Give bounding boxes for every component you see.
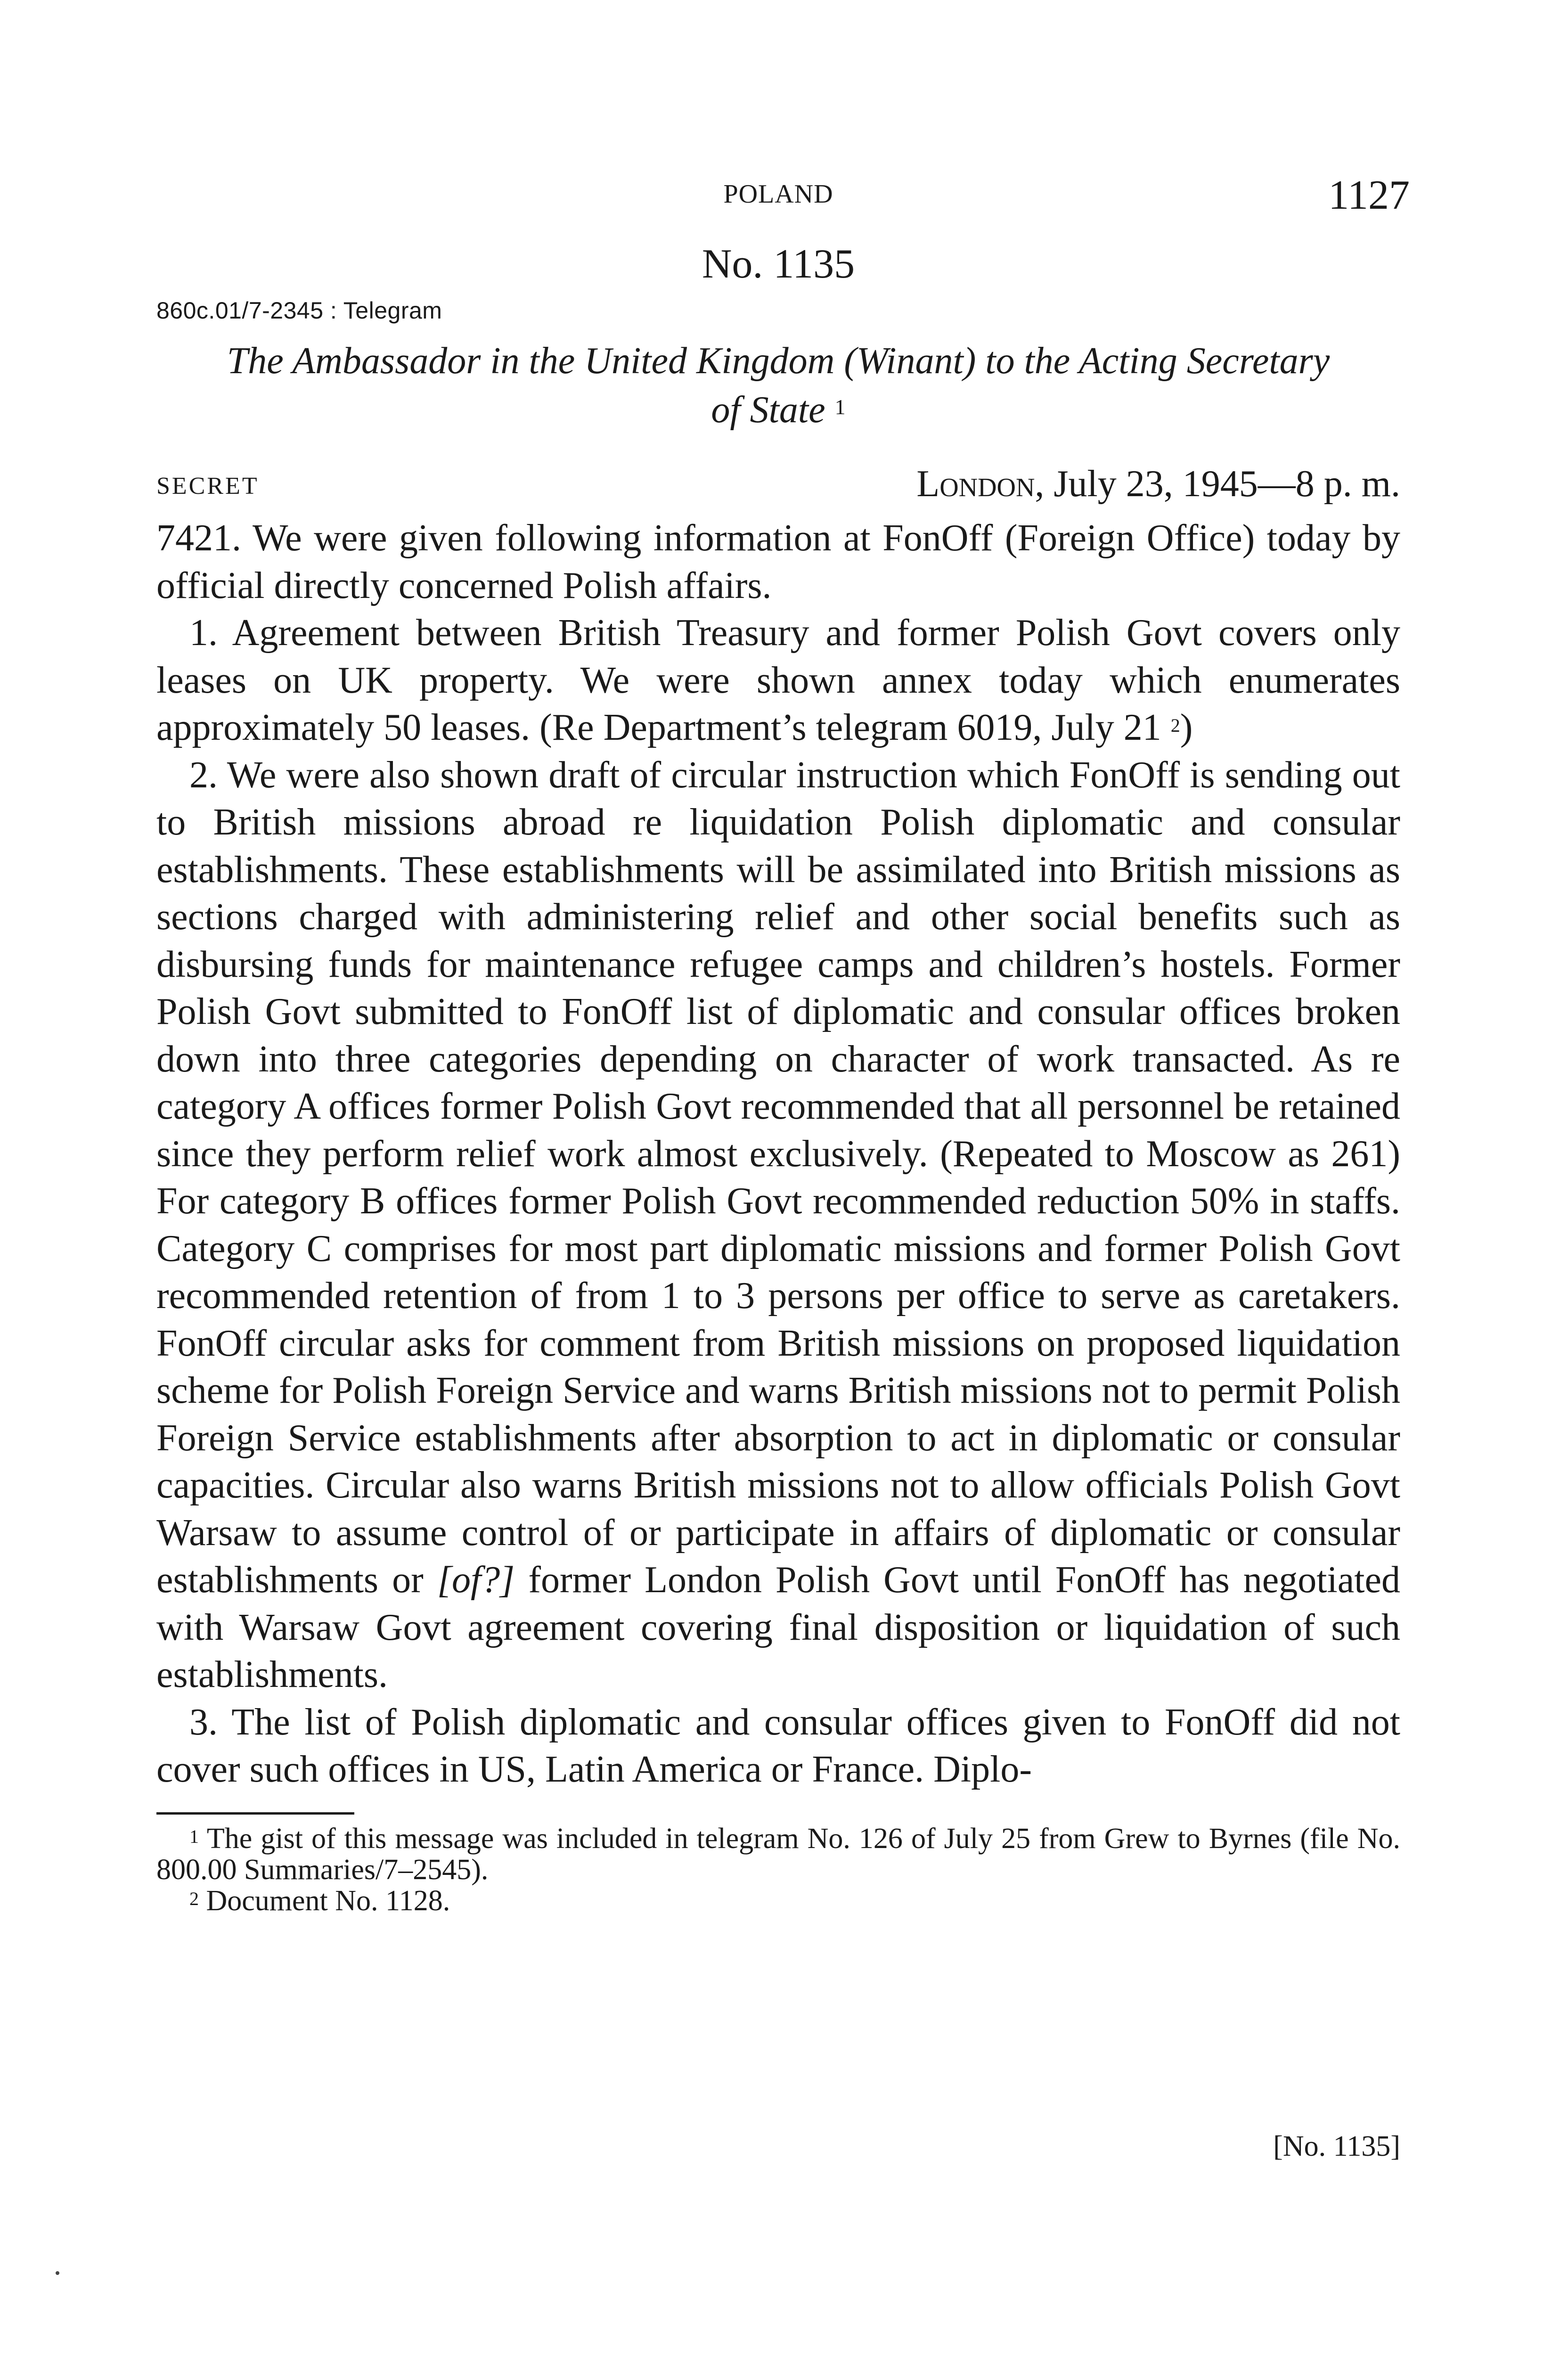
paragraph-1-close: ) (1180, 707, 1193, 748)
paragraph-1 (156, 609, 1400, 752)
footnote-1 (156, 1823, 1400, 1885)
dateline-date: July 23, 1945—8 p. m. (1044, 463, 1400, 505)
heading-line-1: The Ambassador in the United Kingdom (Winant) to the Acting Secretary (227, 340, 1330, 382)
paragraph-3: 3. The list of Polish diplomatic and consular offices given to FonOff did not cover such offices in US, Latin America or France. Diplo- (156, 1701, 1400, 1790)
footnote-2 (156, 1885, 1400, 1916)
telegram-body (156, 515, 1400, 1793)
document-page (156, 160, 1410, 2162)
running-head (156, 160, 1410, 218)
footnote-1-text: The gist of this message was included in telegram No. 126 of July 25 from Grew to Byrnes (file No. 800.00 Summaries/7–2545). (156, 1822, 1400, 1886)
heading-line-2 (156, 385, 1400, 434)
footnote-2-text: Document No. 1128. (199, 1884, 450, 1917)
page-number: 1127 (1328, 172, 1410, 218)
paragraph-2-bracket: [of?] (437, 1559, 515, 1601)
footnotes (156, 1823, 1400, 1916)
dateline-row (156, 458, 1400, 515)
paragraph-2-text-b: former London Polish Govt until FonOff has negotiated with Warsaw Govt agreement covering final disposition or liquidation of such establishments. (156, 1559, 1400, 1695)
classification-label: SECRET (156, 473, 259, 499)
footnote-1-marker: 1 (189, 1825, 199, 1847)
footnote-divider (156, 1812, 354, 1815)
heading-line-2-text: of State (711, 389, 825, 431)
document-heading (156, 336, 1400, 434)
dateline-place: London, (916, 463, 1045, 505)
dateline (916, 463, 1400, 506)
running-title: POLAND (723, 180, 833, 209)
paragraph-opening: 7421. We were given following information at FonOff (Foreign Office) today by official directly concerned Polish affairs. (156, 517, 1400, 606)
paragraph-2-text-a: 2. We were also shown draft of circular instruction which FonOff is sending out to British missions abroad re liquidation Polish diplomatic and consular establishments. These establishments will be assimilated into British missions as sections charged with administering relief and other social benefits such as disbursing funds for maintenance refugee camps and children’s hostels. Former Polish Govt submitted to FonOff list of diplomatic and consular offices broken down into three categories depending on character of work transacted. As re category A offices former Polish Govt recommended that all personnel be retained since they perform relief work almost exclusively. (Repeated to Moscow as 261) For category B offices former Polish Govt recommended reduction 50% in staffs. Category C comprises for most part diplomatic missions and former Polish Govt recommended retention of from 1 to 3 persons per office to serve as caretakers. FonOff circular asks for comment from British missions on proposed liquidation scheme for Polish Foreign Service and warns British missions not to permit Polish Foreign Service establishments after absorption to act in diplomatic or consular capacities. Circular also warns British missions not to allow officials Polish Govt Warsaw to assume control of or participate in affairs of diplomatic or consular establishments or (156, 754, 1400, 1601)
paragraph-2 (156, 752, 1400, 1699)
scan-speck (56, 2271, 59, 2275)
document-footer-reference: [No. 1135] (1273, 2130, 1400, 2162)
footnote-2-marker: 2 (189, 1888, 199, 1909)
file-reference: 860c.01/7-2345 : Telegram (156, 297, 442, 324)
document-number: No. 1135 (702, 241, 855, 287)
paragraph-1-text: 1. Agreement between British Treasury and former Polish Govt covers only leases on UK property. We were shown annex today which enumerates approximately 50 leases. (Re Department’s telegram 6019, July 21 (156, 612, 1400, 748)
heading-footnote-marker: 1 (834, 395, 846, 419)
paragraph-1-footnote-marker: 2 (1170, 715, 1180, 736)
